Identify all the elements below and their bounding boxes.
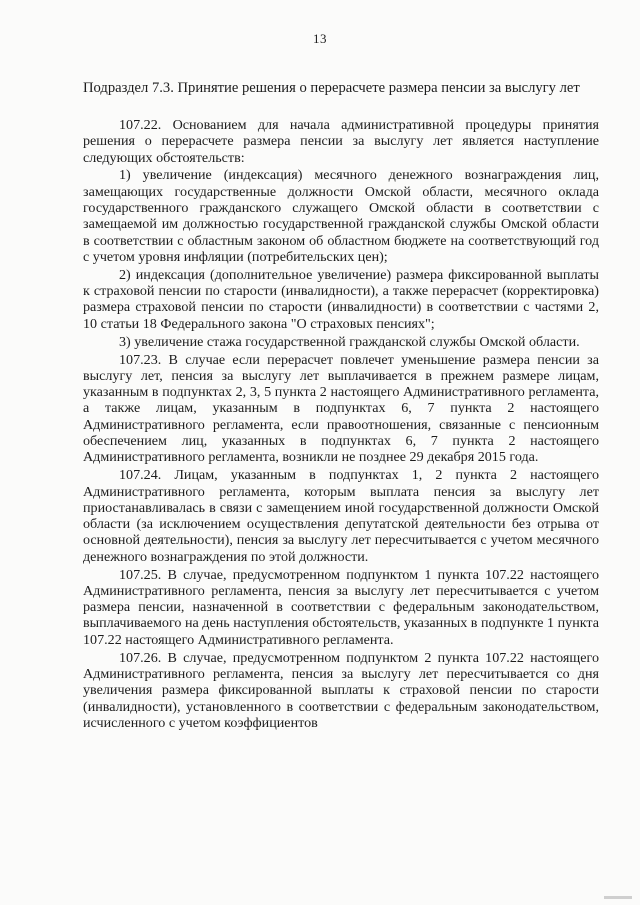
paragraph-107-24: 107.24. Лицам, указанным в подпунктах 1, 2 пункта 2 настоящего Административного регламента, которым выплата пенсия за выслугу лет приостанавливалась в связи с замещением иной государственной должности Омской области (за исключением осуществления депутатской деятельности без отрыва от основной деятельности), пенсия за выслугу лет пересчитывается с учетом месячного денежного вознаграждения по этой должности.: [83, 467, 599, 565]
page-number: 13: [313, 31, 327, 46]
document-body: [83, 117, 599, 731]
list-item-1: 1) увеличение (индексация) месячного денежного вознаграждения лиц, замещающих государственные должности Омской области, месячного оклада государственного гражданского служащего Омской области в соответствии с замещаемой им должностью государственной гражданской службы Омской области в соответствии с областным законом об областном бюджете на соответствующий год с учетом уровня инфляции (потребительских цен);: [83, 167, 599, 265]
scan-artifact: [604, 896, 632, 899]
paragraph-107-26: 107.26. В случае, предусмотренном подпунктом 2 пункта 107.22 настоящего Административного регламента, пенсия за выслугу лет пересчитывается со дня увеличения размера фиксированной выплаты к страховой пенсии по старости (инвалидности), установленного в соответствии с федеральным законодательством, исчисленного с учетом коэффициентов: [83, 649, 599, 731]
list-item-2: 2) индексация (дополнительное увеличение) размера фиксированной выплаты к страховой пенсии по старости (инвалидности), а также перерасчет (корректировка) размера страховой пенсии по старости (инвалидности) в соответствии с частями 2, 10 статьи 18 Федерального закона "О страховых пенсиях";: [83, 266, 599, 332]
subsection-title: Подраздел 7.3. Принятие решения о перерасчете размера пенсии за выслугу лет: [83, 80, 580, 96]
list-item-3: 3) увеличение стажа государственной гражданской службы Омской области.: [119, 333, 580, 350]
paragraph-107-25: 107.25. В случае, предусмотренном подпунктом 1 пункта 107.22 настоящего Административного регламента, пенсия за выслугу лет пересчитывается с учетом размера пенсии, назначенной в соответствии с федеральным законодательством, выплачиваемого на день наступления обстоятельств, указанных в подпункте 1 пункта 107.22 настоящего Административного регламента.: [83, 566, 599, 648]
paragraph-107-22: 107.22. Основанием для начала административной процедуры принятия решения о перерасчете размера пенсии за выслугу лет является наступление следующих обстоятельств:: [83, 117, 599, 166]
paragraph-107-23: 107.23. В случае если перерасчет повлечет уменьшение размера пенсии за выслугу лет, пенсия за выслугу лет выплачивается в прежнем размере лицам, указанным в подпунктах 2, 3, 5 пункта 2 настоящего Административного регламента, а также лицам, указанным в подпунктах 6, 7 пункта 2 настоящего Административного регламента, если правоотношения, связанные с пенсионным обеспечением лиц, указанных в подпунктах 6, 7 пункта 2 настоящего Административного регламента, возникли не позднее 29 декабря 2015 года.: [83, 351, 599, 466]
